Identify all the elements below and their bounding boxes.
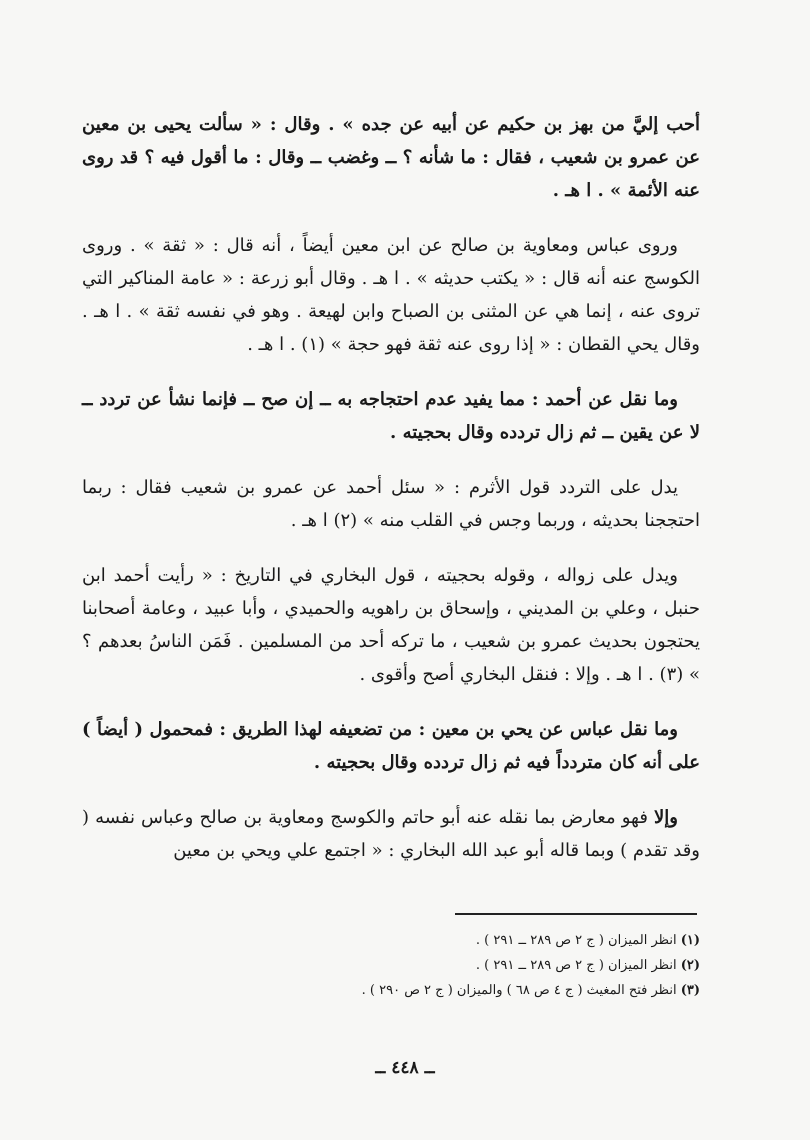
paragraph-2: وروى عباس ومعاوية بن صالح عن ابن معين أيضاً ، أنه قال : « ثقة » . وروى الكوسج عنه أنه قال : « يكتب حديثه » . ا هـ . وقال أبو زرعة : « عامة المناكير التي تروى عنه ، إنما هي عن المثنى بن الصباح وابن لهيعة . وهو في نفسه ثقة » . ا هـ . وقال يحي القطان : « إذا روى عنه ثقة فهو حجة » (١) . ا هـ . xyxy=(82,235,700,355)
paragraph-3: وما نقل عن أحمد : مما يفيد عدم احتجاجه به ــ إن صح ــ فإنما نشأ عن تردد ــ لا عن يقين ــ ثم زال تردده وقال بحجيته . xyxy=(82,389,700,443)
footnote-1 xyxy=(300,928,700,953)
paragraph-6: وما نقل عباس عن يحي بن معين : من تضعيفه لهذا الطريق : فمحمول ( أيضاً ) على أنه كان متردداً فيه ثم زال تردده وقال بحجيته . xyxy=(82,719,700,773)
paragraph-4: يدل على التردد قول الأثرم : « سئل أحمد عن عمرو بن شعيب فقال : ربما احتججنا بحديثه ، وربما وجس في القلب منه » (٢) ا هـ . xyxy=(82,477,700,531)
footnote-number: (١) xyxy=(680,933,700,948)
paragraph-7-text: فهو معارض بما نقله عنه أبو حاتم والكوسج ومعاوية بن صالح وعباس نفسه ( وقد تقدم ) وبما قاله أبو عبد الله البخاري : « اجتمع علي ويحي بن معين xyxy=(82,807,700,861)
footnote-number: (٣) xyxy=(680,983,700,998)
paragraph-5: ويدل على زواله ، وقوله بحجيته ، قول البخاري في التاريخ : « رأيت أحمد ابن حنبل ، وعلي بن المديني ، وإسحاق بن راهويه والحميدي ، وأبا عبيد ، وعامة أصحابنا يحتجون بحديث عمرو بن شعيب ، ما تركه أحد من المسلمين . فَمَن الناسُ بعدهم ؟ » (٣) . ا هـ . وإلا : فنقل البخاري أصح وأقوى . xyxy=(82,565,700,685)
footnote-text: انظر الميزان ( ج ٢ ص ٢٨٩ ــ ٢٩١ ) . xyxy=(475,933,681,948)
body-text xyxy=(82,108,700,889)
footnote-number: (٢) xyxy=(680,958,700,973)
footnote-2 xyxy=(300,953,700,978)
footnote-separator xyxy=(455,913,697,915)
paragraph-7 xyxy=(82,801,700,867)
paragraph-1: أحب إليَّ من بهز بن حكيم عن أبيه عن جده » . وقال : « سألت يحيى بن معين عن عمرو بن شعيب ، فقال : ما شأنه ؟ ــ وغضب ــ وقال : ما أقول فيه ؟ قد روى عنه الأئمة » . ا هـ . xyxy=(82,114,700,201)
footnotes xyxy=(300,928,700,1003)
footnote-3 xyxy=(300,978,700,1003)
footnote-text: انظر الميزان ( ج ٢ ص ٢٨٩ ــ ٢٩١ ) . xyxy=(475,958,681,973)
page-number: ــ ٤٤٨ ــ xyxy=(375,1058,435,1078)
paragraph-7-lead: وإلا xyxy=(654,807,678,828)
footnote-text: انظر فتح المغيث ( ج ٤ ص ٦٨ ) والميزان ( ج ٢ ص ٢٩٠ ) . xyxy=(361,983,681,998)
